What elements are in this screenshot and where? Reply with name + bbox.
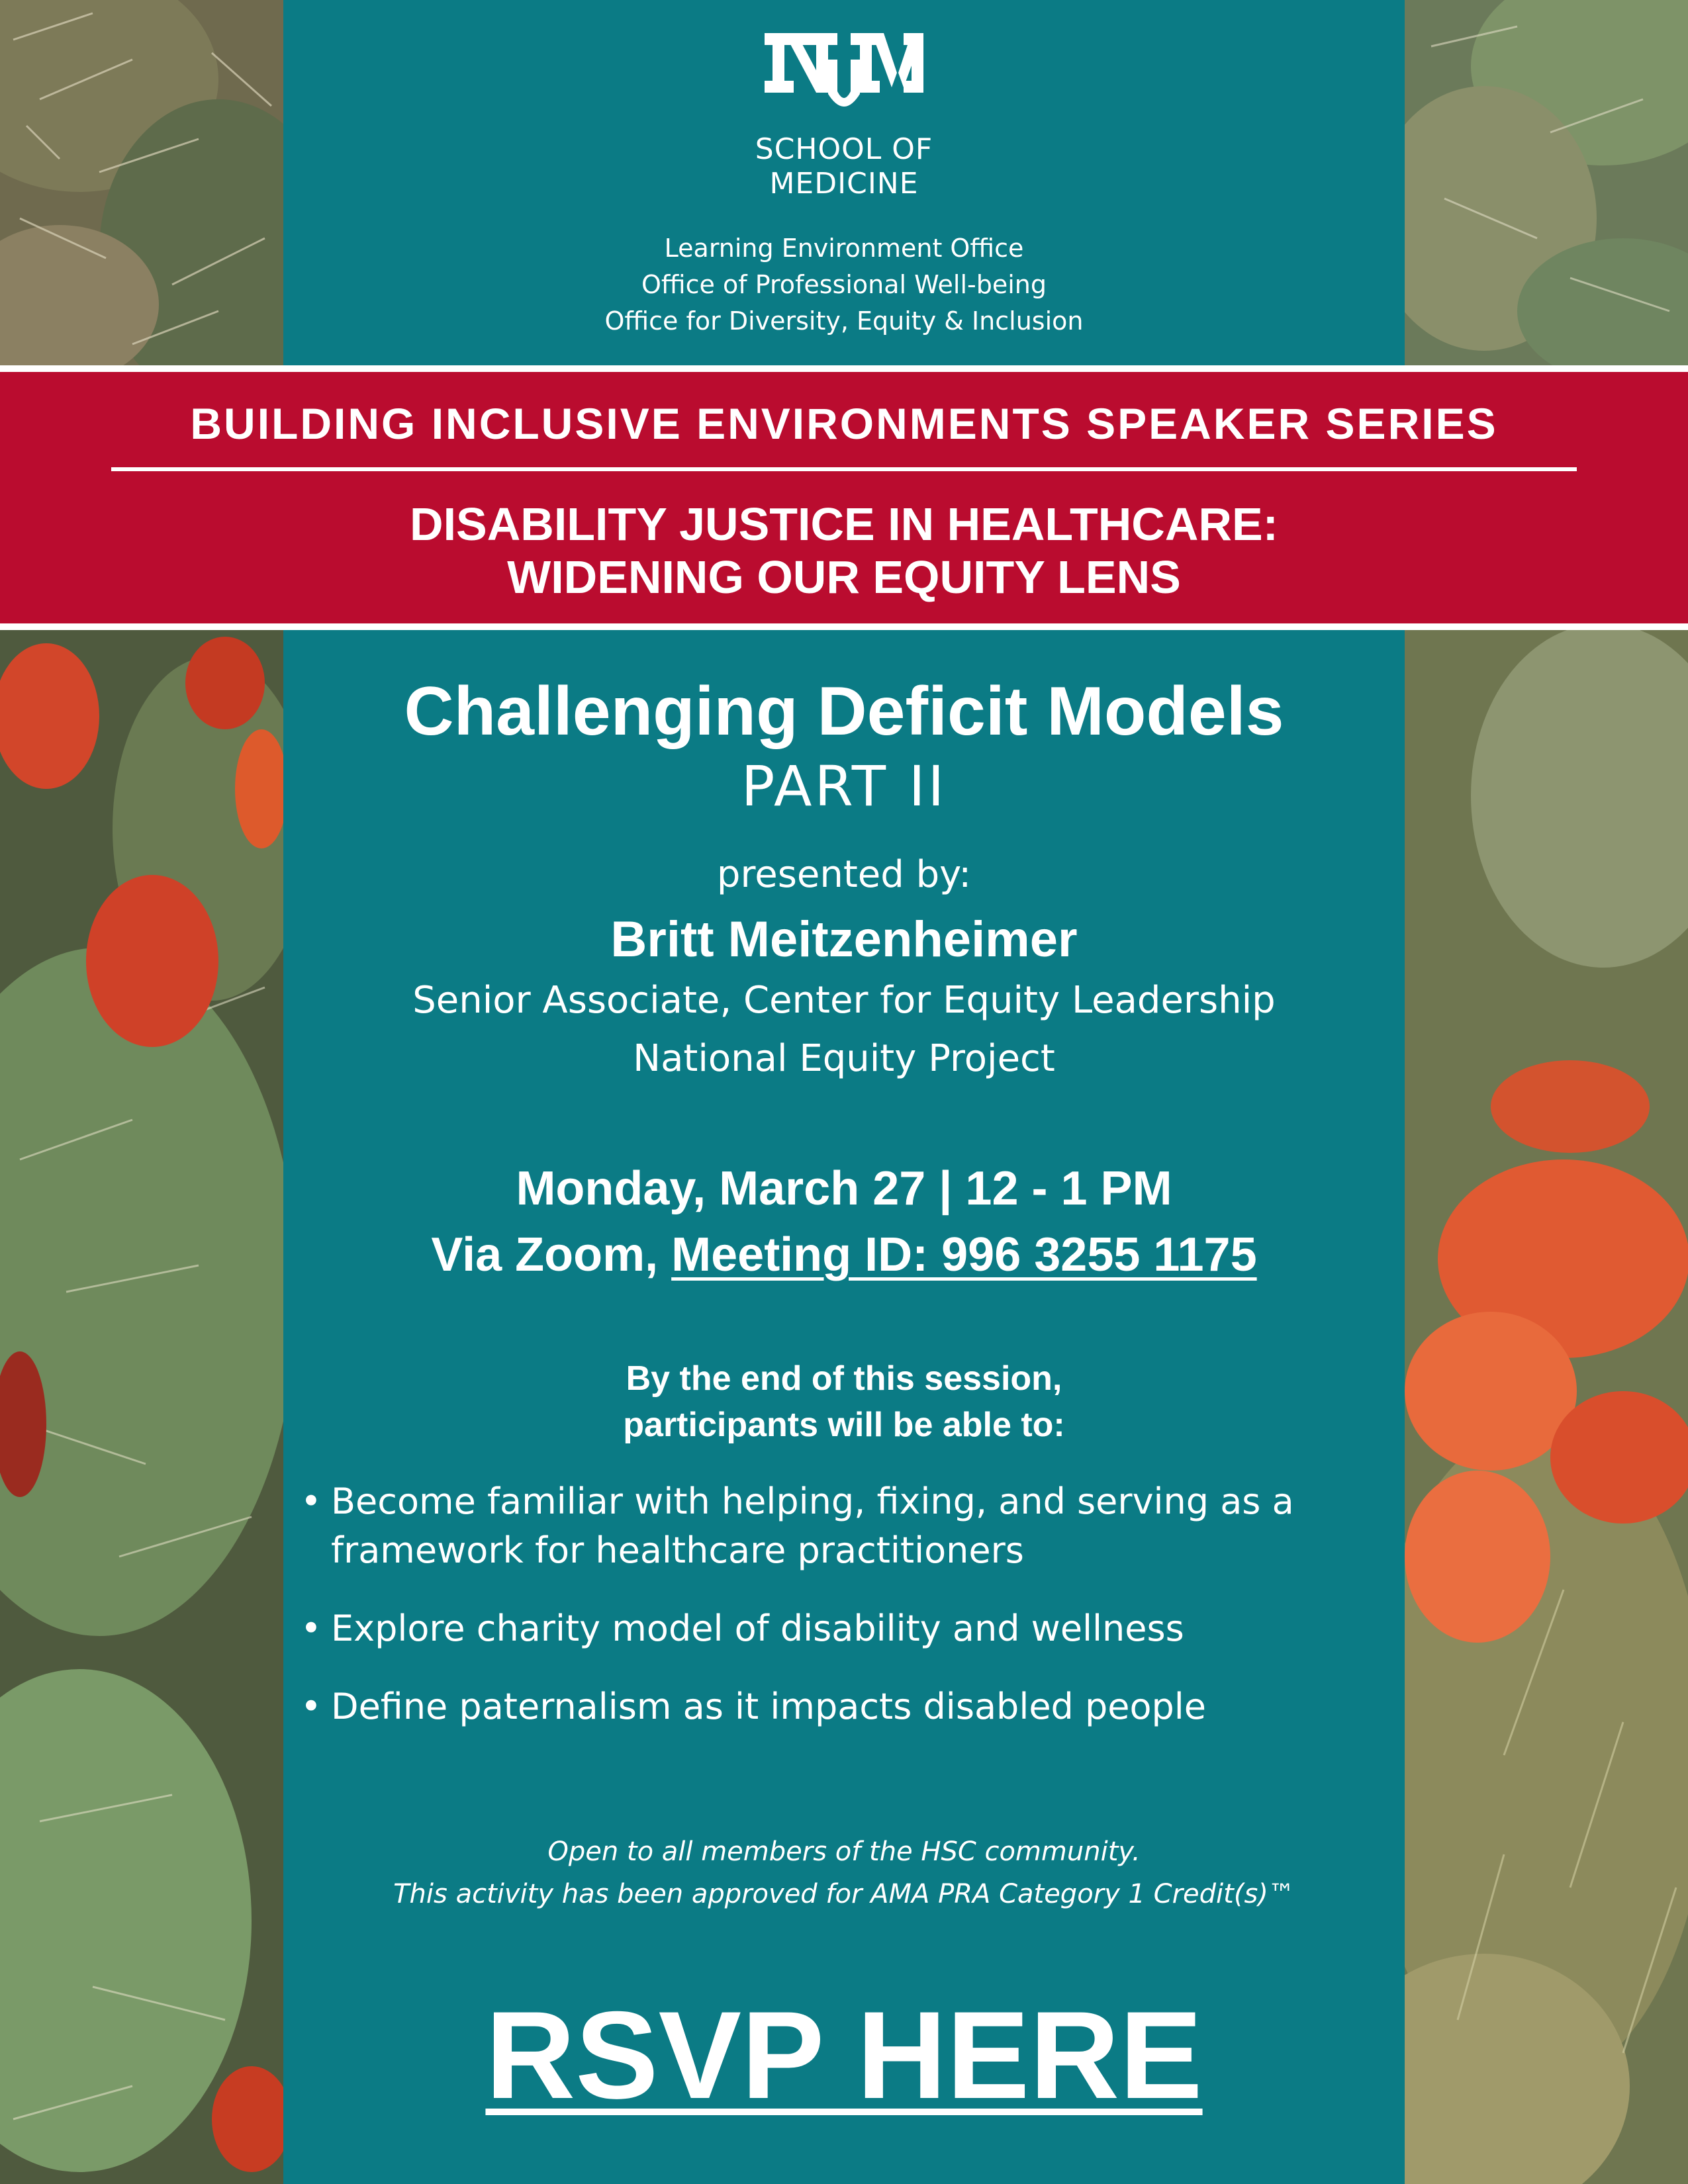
topic-title-line-2: WIDENING OUR EQUITY LENS	[507, 551, 1181, 603]
presented-by-label: presented by:	[716, 853, 972, 896]
divider	[0, 365, 1688, 372]
list-item	[291, 1682, 1390, 1731]
objective-text: Define paternalism as it impacts disabled people	[331, 1686, 1207, 1727]
cactus-photo-top-right	[1405, 0, 1688, 365]
credit-note: This activity has been approved for AMA PRA Category 1 Credit(s)™	[393, 1879, 1295, 1909]
topic-title-line-1: DISABILITY JUSTICE IN HEALTHCARE:	[410, 498, 1278, 550]
speaker-role: Senior Associate, Center for Equity Leadership	[412, 979, 1276, 1022]
school-name-line-2: MEDICINE	[769, 167, 919, 201]
speaker-organization: National Equity Project	[633, 1037, 1055, 1080]
objective-text: Explore charity model of disability and wellness	[331, 1608, 1184, 1649]
speaker-name: Britt Meitzenheimer	[610, 911, 1078, 968]
bullet-icon: •	[301, 1608, 322, 1649]
objectives-intro-line-1: By the end of this session,	[626, 1359, 1062, 1398]
list-item	[291, 1604, 1390, 1653]
office-name: Office of Professional Well-being	[641, 270, 1047, 299]
cactus-flower-photo-right	[1405, 630, 1688, 2184]
objective-text: Become familiar with helping, fixing, and serving as a	[331, 1480, 1294, 1522]
cactus-photo-top-left	[0, 0, 283, 365]
objectives-intro-line-2: participants will be able to:	[623, 1406, 1065, 1444]
event-title: Challenging Deficit Models	[404, 673, 1284, 750]
bullet-icon: •	[301, 1686, 322, 1727]
event-location	[283, 1222, 1405, 1288]
school-name-line-1: SCHOOL OF	[755, 132, 933, 166]
series-title: BUILDING INCLUSIVE ENVIRONMENTS SPEAKER SERIES	[190, 399, 1498, 448]
objectives-list	[291, 1477, 1390, 1760]
meeting-id-link[interactable]: Meeting ID: 996 3255 1175	[671, 1228, 1257, 1281]
objective-text: framework for healthcare practitioners	[331, 1529, 1024, 1571]
divider	[111, 467, 1577, 471]
audience-note: Open to all members of the HSC community.	[547, 1837, 1141, 1867]
bullet-icon: •	[301, 1480, 322, 1522]
office-name: Learning Environment Office	[664, 234, 1024, 263]
event-datetime: Monday, March 27 | 12 - 1 PM	[516, 1162, 1172, 1215]
event-part: PART II	[741, 754, 947, 819]
cactus-flower-photo-left	[0, 630, 283, 2184]
location-prefix: Via Zoom,	[431, 1228, 659, 1281]
divider	[0, 623, 1688, 630]
unm-logo-icon	[765, 33, 923, 113]
list-item	[291, 1477, 1390, 1575]
rsvp-link[interactable]: RSVP HERE	[485, 1985, 1203, 2124]
office-name: Office for Diversity, Equity & Inclusion	[604, 306, 1084, 336]
